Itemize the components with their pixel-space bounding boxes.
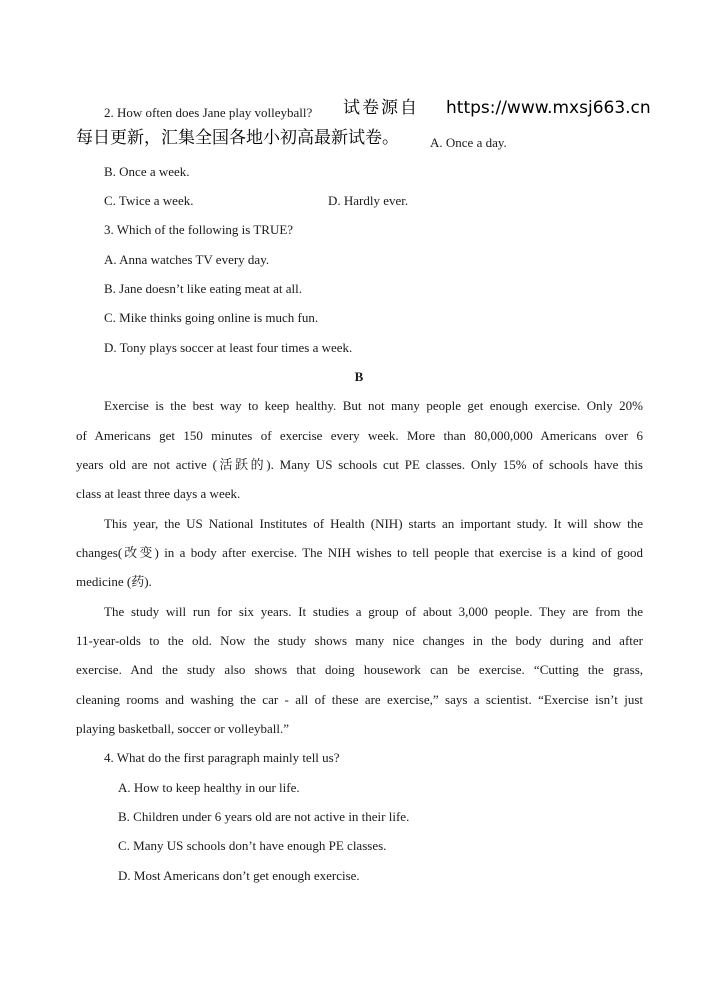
p2-line-2: changes(改变) in a body after exercise. The NIH wishes to tell people that exercise is a kind of good <box>76 545 643 560</box>
p3-line-5: playing basketball, soccer or volleyball.” <box>76 721 289 736</box>
q3-question: 3. Which of the following is TRUE? <box>104 222 294 237</box>
q2-option-d: D. Hardly ever. <box>328 193 409 208</box>
q4-question: 4. What do the first paragraph mainly tell us? <box>104 750 340 765</box>
q4-option-a: A. How to keep healthy in our life. <box>118 780 300 795</box>
q4-option-c: C. Many US schools don’t have enough PE classes. <box>118 838 387 853</box>
p3-line-1: The study will run for six years. It studies a group of about 3,000 people. They are from the <box>104 604 643 619</box>
q4-option-d: D. Most Americans don’t get enough exercise. <box>118 868 360 883</box>
q2-question: 2. How often does Jane play volleyball? <box>104 105 313 120</box>
watermark-prefix: 试卷源自 <box>343 98 419 118</box>
p1-line-2: of Americans get 150 minutes of exercise every week. More than 80,000,000 Americans over 6 <box>76 428 643 443</box>
p2-line-3: medicine (药). <box>76 574 152 589</box>
q2-option-b: B. Once a week. <box>104 164 190 179</box>
q2-option-a: A. Once a day. <box>430 135 507 150</box>
p3-line-3: exercise. And the study also shows that doing housework can be exercise. “Cutting the grass, <box>76 662 643 677</box>
q2-option-c: C. Twice a week. <box>104 193 194 208</box>
q3-option-c: C. Mike thinks going online is much fun. <box>104 310 319 325</box>
p1-line-3: years old are not active (活跃的). Many US schools cut PE classes. Only 15% of schools have this <box>76 457 643 472</box>
p1-line-4: class at least three days a week. <box>76 486 241 501</box>
q3-option-d: D. Tony plays soccer at least four times a week. <box>104 340 353 355</box>
watermark-url[interactable]: https://www.mxsj663.cn <box>446 98 651 118</box>
p2-line-1: This year, the US National Institutes of Health (NIH) starts an important study. It will show the <box>104 516 643 531</box>
q4-option-b: B. Children under 6 years old are not active in their life. <box>118 809 410 824</box>
section-b-heading: B <box>354 369 364 384</box>
q3-option-a: A. Anna watches TV every day. <box>104 252 270 267</box>
p3-line-2: 11-year-olds to the old. Now the study shows many nice changes in the body during and after <box>76 633 643 648</box>
q3-option-b: B. Jane doesn’t like eating meat at all. <box>104 281 302 296</box>
watermark-line2: 每日更新，汇集全国各地小初高最新试卷。 <box>76 128 399 148</box>
p3-line-4: cleaning rooms and washing the car - all of these are exercise,” says a scientist. “Exercise isn’t just <box>76 692 643 707</box>
p1-line-1: Exercise is the best way to keep healthy. But not many people get enough exercise. Only 20% <box>104 398 643 413</box>
